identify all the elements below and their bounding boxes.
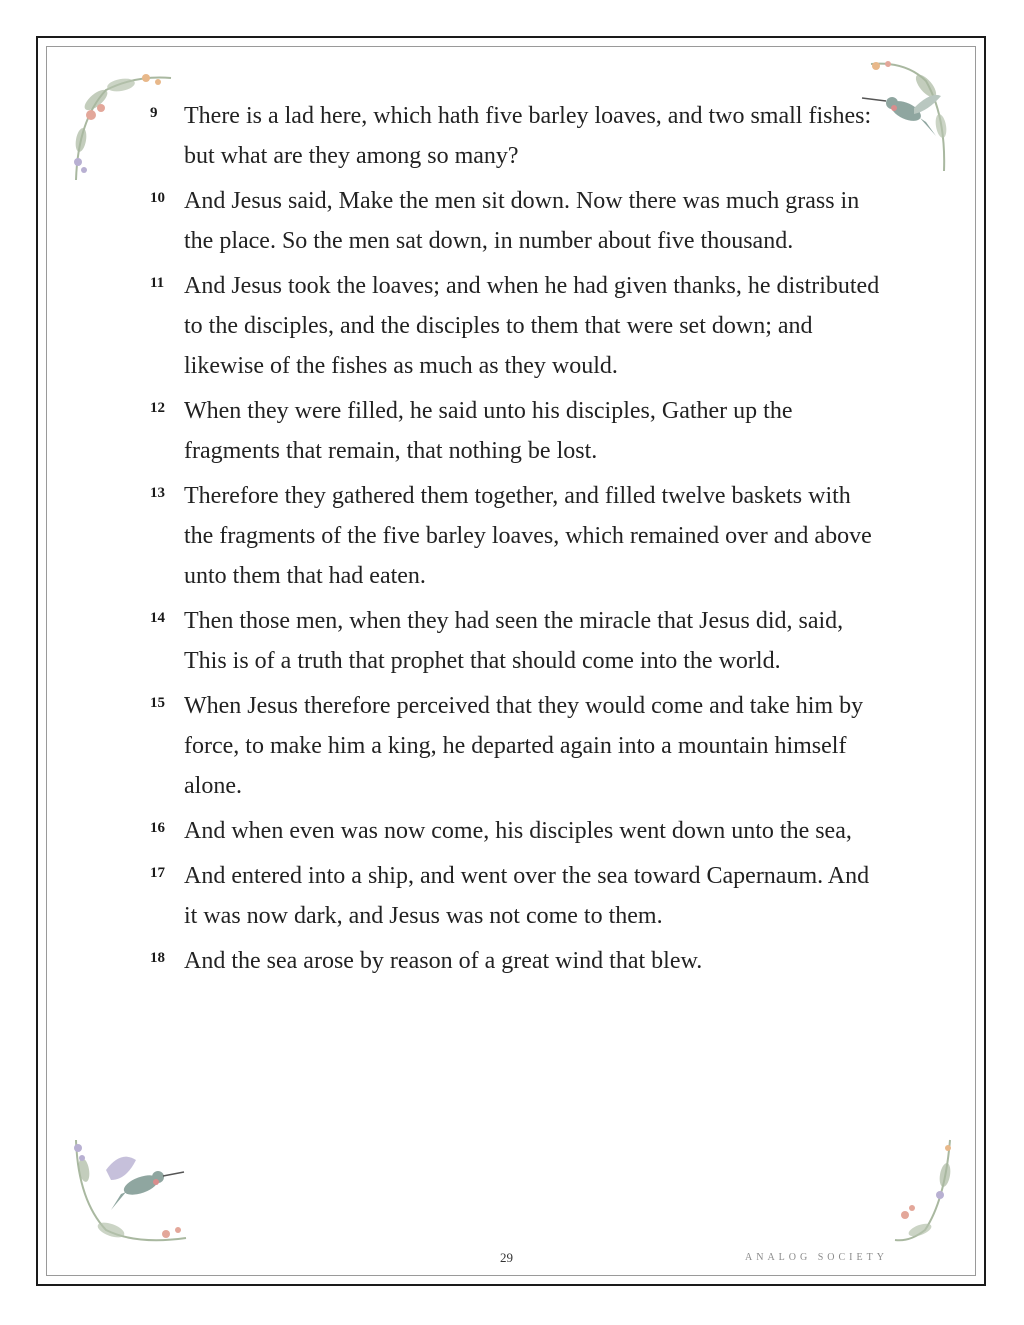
verse-number: 13 xyxy=(150,485,165,501)
verse-text: Then those men, when they had seen the miracle that Jesus did, said, This is of a truth that prophet that should come into the world. xyxy=(184,608,844,674)
verse-number: 11 xyxy=(150,275,165,291)
verse-number: 14 xyxy=(150,610,165,626)
verse xyxy=(150,476,880,596)
hummingbird-floral-icon xyxy=(66,1130,196,1250)
page-number: 29 xyxy=(500,1250,513,1265)
verse xyxy=(150,96,880,176)
verse xyxy=(150,686,880,806)
verse-text: Therefore they gathered them together, and filled twelve baskets with the fragments of the five barley loaves, which remained over and above unto them that had eaten. xyxy=(184,483,872,589)
verse xyxy=(150,391,880,471)
verse-number: 16 xyxy=(150,820,165,836)
verse-number: 9 xyxy=(150,105,158,121)
floral-corner-icon xyxy=(890,1130,960,1250)
verse-text: When they were filled, he said unto his disciples, Gather up the fragments that remain, that nothing be lost. xyxy=(184,398,793,464)
verse-number: 17 xyxy=(150,865,165,881)
verse xyxy=(150,181,880,261)
verse-text: And when even was now come, his disciples went down unto the sea, xyxy=(184,818,852,844)
verse xyxy=(150,811,880,851)
verse xyxy=(150,266,880,386)
verse xyxy=(150,856,880,936)
verse-text: And Jesus said, Make the men sit down. Now there was much grass in the place. So the men sat down, in number about five thousand. xyxy=(184,188,860,254)
brand-name: ANALOG SOCIETY xyxy=(745,1252,888,1263)
verse-text: When Jesus therefore perceived that they would come and take him by force, to make him a king, he departed again into a mountain himself alone. xyxy=(184,693,864,799)
verse-text: And entered into a ship, and went over the sea toward Capernaum. And it was now dark, and Jesus was not come to them. xyxy=(184,863,870,929)
verse-number: 15 xyxy=(150,695,165,711)
verse-text: And the sea arose by reason of a great wind that blew. xyxy=(184,948,703,974)
verse-text: And Jesus took the loaves; and when he had given thanks, he distributed to the disciples, and the disciples to them that were set down; and likewise of the fishes as much as they would. xyxy=(184,273,880,379)
verse-number: 18 xyxy=(150,950,165,966)
verse-number: 12 xyxy=(150,400,165,416)
verse xyxy=(150,601,880,681)
verse-list xyxy=(150,96,880,986)
verse xyxy=(150,941,880,981)
verse-text: There is a lad here, which hath five barley loaves, and two small fishes: but what are they among so many? xyxy=(184,103,872,169)
verse-number: 10 xyxy=(150,190,165,206)
